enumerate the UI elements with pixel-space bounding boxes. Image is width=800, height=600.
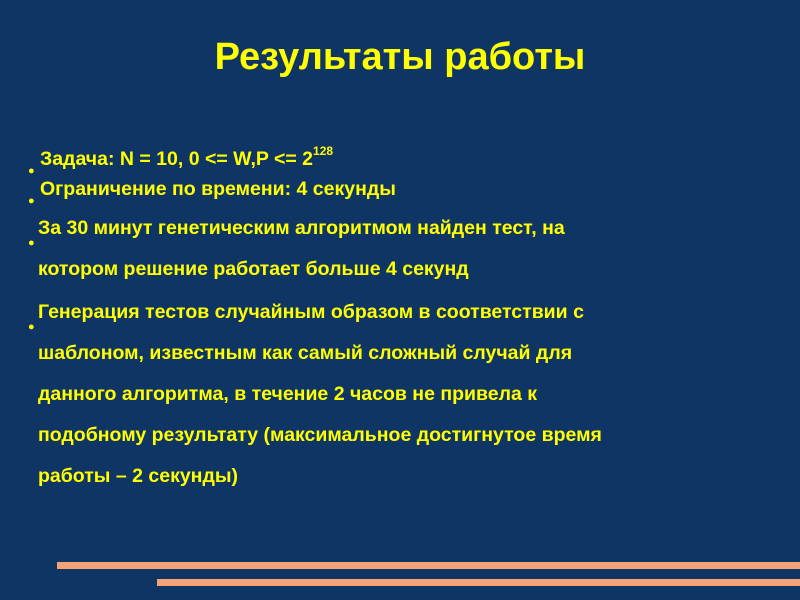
bullet-task <box>28 142 773 176</box>
bullet-genetic-line-1: За 30 минут генетическим алгоритмом найден тест, на <box>38 217 565 239</box>
bullet-genetic-result <box>28 208 773 290</box>
bullet-random-line-3: данного алгоритма, в течение 2 часов не привела к <box>38 383 537 405</box>
bullet-random-line-4: подобному результату (максимальное достигнутое время <box>38 424 602 446</box>
decorative-stripe-bottom <box>157 579 800 586</box>
bullet-random-generation <box>28 292 773 497</box>
bullet-random-line-2: шаблоном, известным как самый сложный случай для <box>38 342 573 364</box>
bullet-dot-icon: ● <box>28 195 35 207</box>
bullet-genetic-line-2: котором решение работает больше 4 секунд <box>38 258 469 280</box>
decorative-stripe-top <box>57 562 800 569</box>
bullet-random-line-5: работы – 2 секунды) <box>38 465 238 487</box>
bullet-time-limit <box>28 172 773 206</box>
bullet-dot-icon: ● <box>28 237 35 249</box>
bullet-random-line-1: Генерация тестов случайным образом в соответствии с <box>38 301 584 323</box>
slide-title: Результаты работы <box>214 36 586 78</box>
bullet-dot-icon: ● <box>28 165 35 177</box>
bullet-dot-icon: ● <box>28 321 35 333</box>
bullet-list <box>28 142 773 497</box>
bullet-task-text: Задача: N = 10, $0 <= W,P <= 2^{128}$ <box>40 143 334 170</box>
exponent: 128 <box>313 143 334 158</box>
bullet-time-limit-text: Ограничение по времени: 4 секунды <box>40 178 396 200</box>
